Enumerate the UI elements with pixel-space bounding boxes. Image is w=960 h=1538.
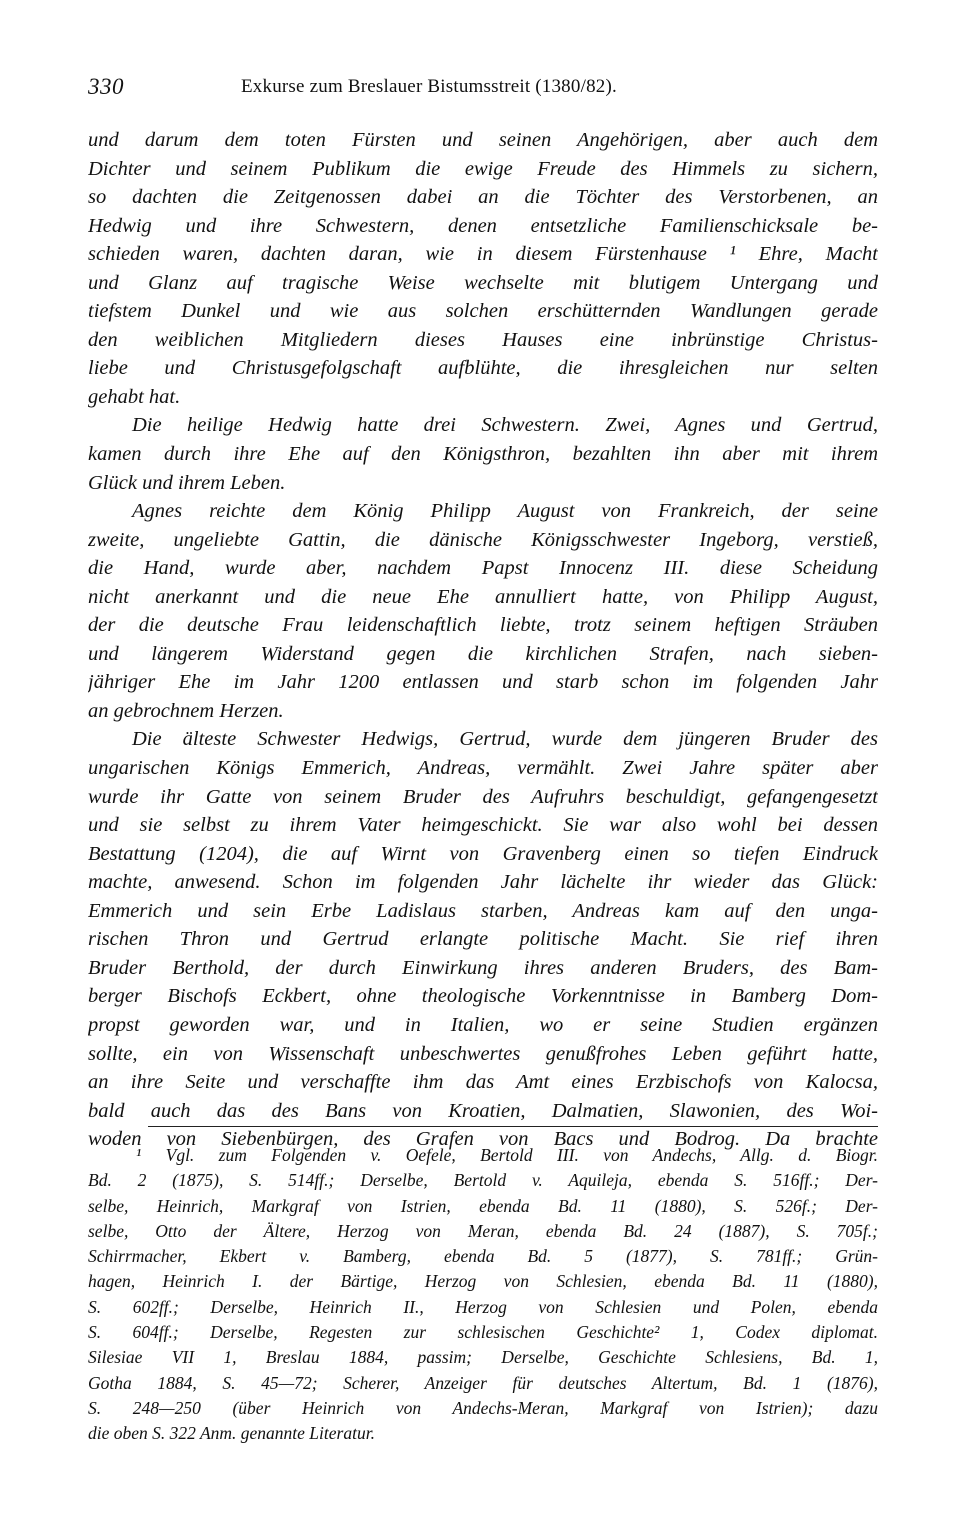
paragraph-start: Agnes reichte dem König Philipp August von Frankreich, der seine	[132, 500, 878, 523]
text-line: ungarischen Königs Emmerich, Andreas, vermählt. Zwei Jahre später aber	[88, 757, 878, 780]
text-line: zweite, ungeliebte Gattin, die dänische Königsschwester Ingeborg, verstieß,	[88, 528, 878, 551]
text-line: nicht anerkannt und die neue Ehe annulliert hatte, von Philipp August,	[88, 585, 878, 608]
page-header	[88, 74, 878, 104]
footnote-divider	[148, 1126, 878, 1127]
footnote-line: Silesiae VII 1, Breslau 1884, passim; Derselbe, Geschichte Schlesiens, Bd. 1,	[88, 1347, 878, 1368]
text-line: Bruder Berthold, der durch Einwirkung ihres anderen Bruders, des Bam-	[88, 956, 878, 979]
text-line: Bestattung (1204), die auf Wirnt von Gravenberg einen so tiefen Eindruck	[88, 842, 878, 865]
text-line: jähriger Ehe im Jahr 1200 entlassen und starb schon im folgenden Jahr	[88, 671, 878, 694]
text-line: Hedwig und ihre Schwestern, denen entsetzliche Familienschicksale be-	[88, 214, 878, 237]
text-line: sollte, ein von Wissenschaft unbeschwertes genußfrohes Leben geführt hatte,	[88, 1042, 878, 1065]
paragraph-start: Die älteste Schwester Hedwigs, Gertrud, wurde dem jüngeren Bruder des	[132, 728, 878, 751]
running-head: Exkurse zum Breslauer Bistumsstreit (1380/82).	[241, 76, 617, 97]
footnote-line: selbe, Heinrich, Markgraf von Istrien, ebenda Bd. 11 (1880), S. 526f.; Der-	[88, 1195, 878, 1216]
text-line: und sie selbst zu ihrem Vater heimgeschickt. Sie war also wohl bei dessen	[88, 814, 878, 837]
text-line: an ihre Seite und verschaffte ihm das Amt eines Erzbischofs von Kalocsa,	[88, 1071, 878, 1094]
page-number: 330	[88, 74, 124, 99]
text-line: liebe und Christusgefolgschaft aufblühte, die ihresgleichen nur selten	[88, 357, 878, 380]
footnote-line: S. 602ff.; Derselbe, Heinrich II., Herzog von Schlesien und Polen, ebenda	[88, 1296, 878, 1317]
footnote-line: hagen, Heinrich I. der Bärtige, Herzog von Schlesien, ebenda Bd. 11 (1880),	[88, 1271, 878, 1292]
footnote-line: S. 248—250 (über Heinrich von Andechs-Meran, Markgraf von Istrien); dazu	[88, 1397, 878, 1418]
text-line: rischen Thron und Gertrud erlangte politische Macht. Sie rief ihren	[88, 928, 878, 951]
text-line: und Glanz auf tragische Weise wechselte mit blutigem Untergang und	[88, 271, 878, 294]
footnotes	[88, 1143, 878, 1447]
footnote-line: ¹ Vgl. zum Folgenden v. Oefele, Bertold III. von Andechs, Allg. d. Biogr.	[136, 1145, 878, 1165]
text-line: die Hand, wurde aber, nachdem Papst Innocenz III. diese Scheidung	[88, 557, 878, 580]
footnote-line: Schirrmacher, Ekbert v. Bamberg, ebenda Bd. 5 (1877), S. 781ff.; Grün-	[88, 1246, 878, 1267]
footnote-line: die oben S. 322 Anm. genannte Literatur.	[88, 1423, 375, 1444]
text-line: Dichter und seinem Publikum die ewige Freude des Himmels zu sichern,	[88, 157, 878, 180]
text-line: propst geworden war, und in Italien, wo er seine Studien ergänzen	[88, 1013, 878, 1036]
footnote-line: Bd. 2 (1875), S. 514ff.; Derselbe, Bertold v. Aquileja, ebenda S. 516ff.; Der-	[88, 1170, 878, 1191]
text-line: berger Bischofs Eckbert, ohne theologische Vorkenntnisse in Bamberg Dom-	[88, 985, 878, 1008]
text-line: Glück und ihrem Leben.	[88, 471, 286, 494]
footnote-line: S. 604ff.; Derselbe, Regesten zur schlesischen Geschichte² 1, Codex diplomat.	[88, 1322, 878, 1343]
text-line: bald auch das des Bans von Kroatien, Dalmatien, Slawonien, des Woi-	[88, 1099, 878, 1122]
text-line: machte, anwesend. Schon im folgenden Jahr lächelte ihr wieder das Glück:	[88, 871, 878, 894]
text-line: an gebrochnem Herzen.	[88, 699, 284, 722]
text-line: der die deutsche Frau leidenschaftlich liebte, trotz seinem heftigen Sträuben	[88, 614, 878, 637]
text-line: und längerem Widerstand gegen die kirchlichen Strafen, nach sieben-	[88, 642, 878, 665]
text-line: woden von Siebenbürgen, des Grafen von Bacs und Bodrog. Da brachte	[88, 1128, 878, 1151]
footnote-line: Gotha 1884, S. 45—72; Scherer, Anzeiger für deutsches Altertum, Bd. 1 (1876),	[88, 1372, 878, 1393]
main-text	[88, 126, 878, 1154]
footnote-line: selbe, Otto der Ältere, Herzog von Meran, ebenda Bd. 24 (1887), S. 705f.;	[88, 1220, 878, 1241]
paragraph-start: Die heilige Hedwig hatte drei Schwestern. Zwei, Agnes und Gertrud,	[132, 414, 878, 437]
text-line: wurde ihr Gatte von seinem Bruder des Aufruhrs beschuldigt, gefangengesetzt	[88, 785, 878, 808]
text-line: den weiblichen Mitgliedern dieses Hauses eine inbrünstige Christus-	[88, 328, 878, 351]
text-line: so dachten die Zeitgenossen dabei an die Töchter des Verstorbenen, an	[88, 186, 878, 209]
text-line: schieden waren, dachten daran, wie in diesem Fürstenhause ¹ Ehre, Macht	[88, 243, 878, 266]
text-line: und darum dem toten Fürsten und seinen Angehörigen, aber auch dem	[88, 129, 878, 151]
text-line: kamen durch ihre Ehe auf den Königsthron, bezahlten ihn aber mit ihrem	[88, 443, 878, 466]
text-line: Emmerich und sein Erbe Ladislaus starben, Andreas kam auf den unga-	[88, 899, 878, 922]
text-line: gehabt hat.	[88, 385, 181, 408]
text-line: tiefstem Dunkel und wie aus solchen erschütternden Wandlungen gerade	[88, 300, 878, 323]
